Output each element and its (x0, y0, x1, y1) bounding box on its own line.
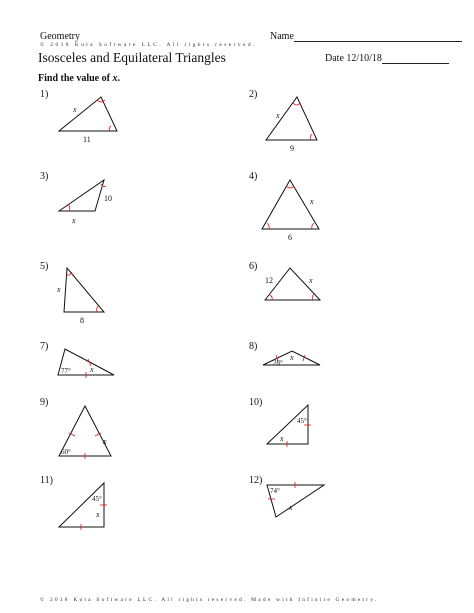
angle-mark (312, 223, 314, 229)
side-label: 9 (290, 144, 294, 153)
triangle-figure-11 (59, 483, 107, 530)
instructions-suffix: . (117, 73, 120, 84)
angle-mark (267, 223, 269, 229)
problem-number: 3) (40, 171, 49, 182)
worksheet-title: Isosceles and Equilateral Triangles (38, 50, 226, 65)
triangle-figure-2 (266, 97, 317, 153)
side-label: 10 (104, 194, 112, 203)
instructions-variable: x (112, 73, 118, 84)
side-label: x (310, 197, 314, 206)
angle-mark (109, 126, 111, 131)
angle-label: 45° (92, 495, 102, 503)
side-label: x (90, 365, 94, 374)
instructions-prefix: Find the value of (38, 73, 113, 84)
triangle-outline (59, 180, 104, 211)
problem-number: 2) (249, 89, 258, 100)
angle-label: 74° (270, 487, 280, 495)
angle-label: 77° (61, 367, 71, 375)
side-label: x (309, 276, 313, 285)
triangle-figure-5 (56, 268, 104, 325)
triangle-outline (59, 483, 104, 527)
side-label: x (57, 285, 61, 294)
triangle-figure-6 (265, 268, 320, 300)
angle-mark (97, 306, 98, 312)
copyright-notice: © 2018 Kuta Software LLC. All rights reserved. (40, 42, 257, 48)
triangle-figure-4 (262, 180, 319, 242)
problem-number: 8) (249, 341, 258, 352)
side-label: x (103, 437, 107, 446)
angle-mark (310, 134, 312, 140)
name-label: Name (270, 31, 294, 42)
angle-label: 60° (61, 448, 71, 456)
problem-number: 12) (249, 475, 263, 486)
triangle-outline (266, 97, 317, 140)
triangle-figure-12 (267, 482, 324, 517)
angle-mark (286, 186, 294, 188)
side-label: x (290, 353, 294, 362)
problem-number: 4) (249, 171, 258, 182)
side-label: x (73, 105, 77, 114)
side-label: 6 (288, 233, 292, 242)
side-label: x (72, 216, 76, 225)
angle-mark (270, 295, 272, 300)
triangle-outline (59, 97, 117, 131)
problem-number: 7) (40, 341, 49, 352)
footer-notice: © 2018 Kuta Software LLC. All rights reserved. Made with Infinite Geometry. (40, 597, 379, 603)
problem-number: 5) (40, 261, 49, 272)
triangle-figure-7 (58, 349, 114, 378)
problem-number: 9) (40, 397, 49, 408)
side-label: x (289, 503, 293, 512)
triangle-figure-3 (59, 180, 112, 225)
triangle-figure-10 (267, 405, 311, 447)
side-label: 11 (83, 135, 91, 144)
side-label: x (96, 510, 100, 519)
angle-label: 45° (297, 417, 307, 425)
angle-mark (293, 103, 300, 105)
course-name: Geometry (40, 31, 80, 42)
side-label: 8 (80, 316, 84, 325)
problem-number: 1) (40, 89, 49, 100)
angle-mark (312, 294, 314, 300)
date-label: Date 12/10/18 (325, 53, 382, 64)
problem-number: 11) (40, 475, 53, 486)
problem-number: 10) (249, 397, 263, 408)
congruence-tick (303, 355, 305, 361)
triangle-figure-1 (59, 97, 117, 144)
angle-mark (68, 204, 70, 211)
side-label: 12 (265, 276, 273, 285)
triangle-figure-8 (263, 351, 320, 367)
triangle-figure-9 (59, 406, 111, 459)
side-label: x (276, 111, 280, 120)
side-label: x (280, 434, 284, 443)
problem-number: 6) (249, 261, 258, 272)
angle-mark (97, 100, 105, 102)
angle-label: 28° (273, 359, 283, 367)
